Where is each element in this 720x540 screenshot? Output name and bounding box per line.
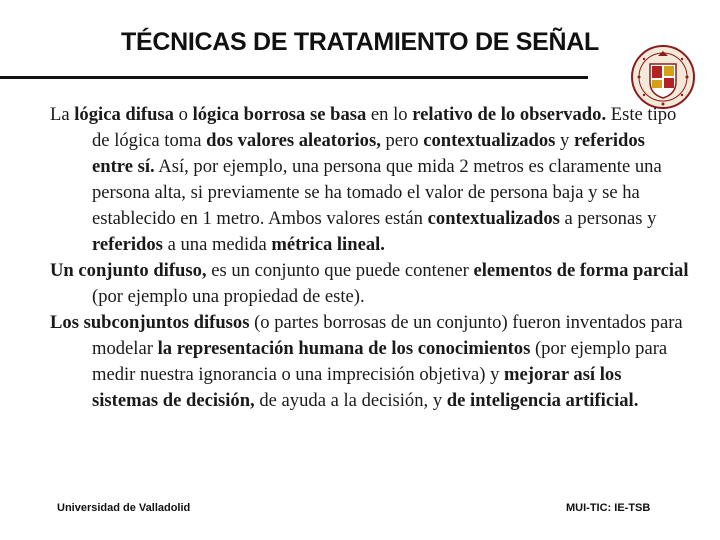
title-underline-divider: [0, 76, 588, 79]
body-text: a personas y: [559, 208, 657, 229]
body-text: (por ejemplo para medir nuestra ignorancia o una imprecisión objetiva) y: [92, 338, 668, 385]
slide-body-text: [50, 102, 690, 414]
body-text: y: [555, 130, 574, 151]
emphasis-text: contextualizados: [427, 208, 560, 229]
body-text: La: [50, 104, 75, 125]
emphasis-text: Los subconjuntos difusos: [50, 312, 250, 333]
emphasis-text: mejorar así los sistemas de decisión,: [92, 364, 622, 411]
university-seal-icon: [630, 44, 696, 110]
body-text: Así, por ejemplo, una persona que mida 2 metros es claramente una persona alta, si previamente se ha tomado el valor de persona baja y se ha establecido en 1 metro. Ambos valores están: [92, 156, 662, 229]
body-text: pero: [380, 130, 424, 151]
body-text: (o partes borrosas de un conjunto) fueron inventados para modelar: [92, 312, 683, 359]
emphasis-text: lógica difusa: [74, 104, 174, 125]
slide-title: TÉCNICAS DE TRATAMIENTO DE SEÑAL: [121, 28, 599, 56]
body-text: en lo: [366, 104, 413, 125]
emphasis-text: contextualizados: [423, 130, 556, 151]
emphasis-text: relativo de lo observado.: [412, 104, 607, 125]
emphasis-text: referidos: [92, 234, 163, 255]
emphasis-text: referidos entre sí.: [92, 130, 645, 177]
body-text: es un conjunto que puede contener: [206, 260, 474, 281]
emphasis-text: elementos de forma parcial: [473, 260, 689, 281]
paragraph-fuzzy-set: [50, 258, 690, 310]
footer-university: Universidad de Valladolid: [57, 502, 191, 514]
body-text: Este tipo de lógica toma: [92, 104, 677, 151]
emphasis-text: lógica borrosa se basa: [192, 104, 367, 125]
body-text: a una medida: [162, 234, 272, 255]
emphasis-text: métrica lineal.: [271, 234, 385, 255]
emphasis-text: la representación humana de los conocimientos: [157, 338, 531, 359]
body-text: o: [173, 104, 193, 125]
emphasis-text: de inteligencia artificial.: [446, 390, 639, 411]
body-text: de ayuda a la decisión, y: [254, 390, 447, 411]
paragraph-fuzzy-subsets: [50, 310, 690, 414]
emphasis-text: Un conjunto difuso,: [50, 260, 207, 281]
body-text: (por ejemplo una propiedad de este).: [92, 286, 365, 307]
emphasis-text: dos valores aleatorios,: [206, 130, 381, 151]
paragraph-fuzzy-logic: [50, 102, 690, 258]
footer-course-code: MUI-TIC: IE-TSB: [566, 502, 651, 514]
